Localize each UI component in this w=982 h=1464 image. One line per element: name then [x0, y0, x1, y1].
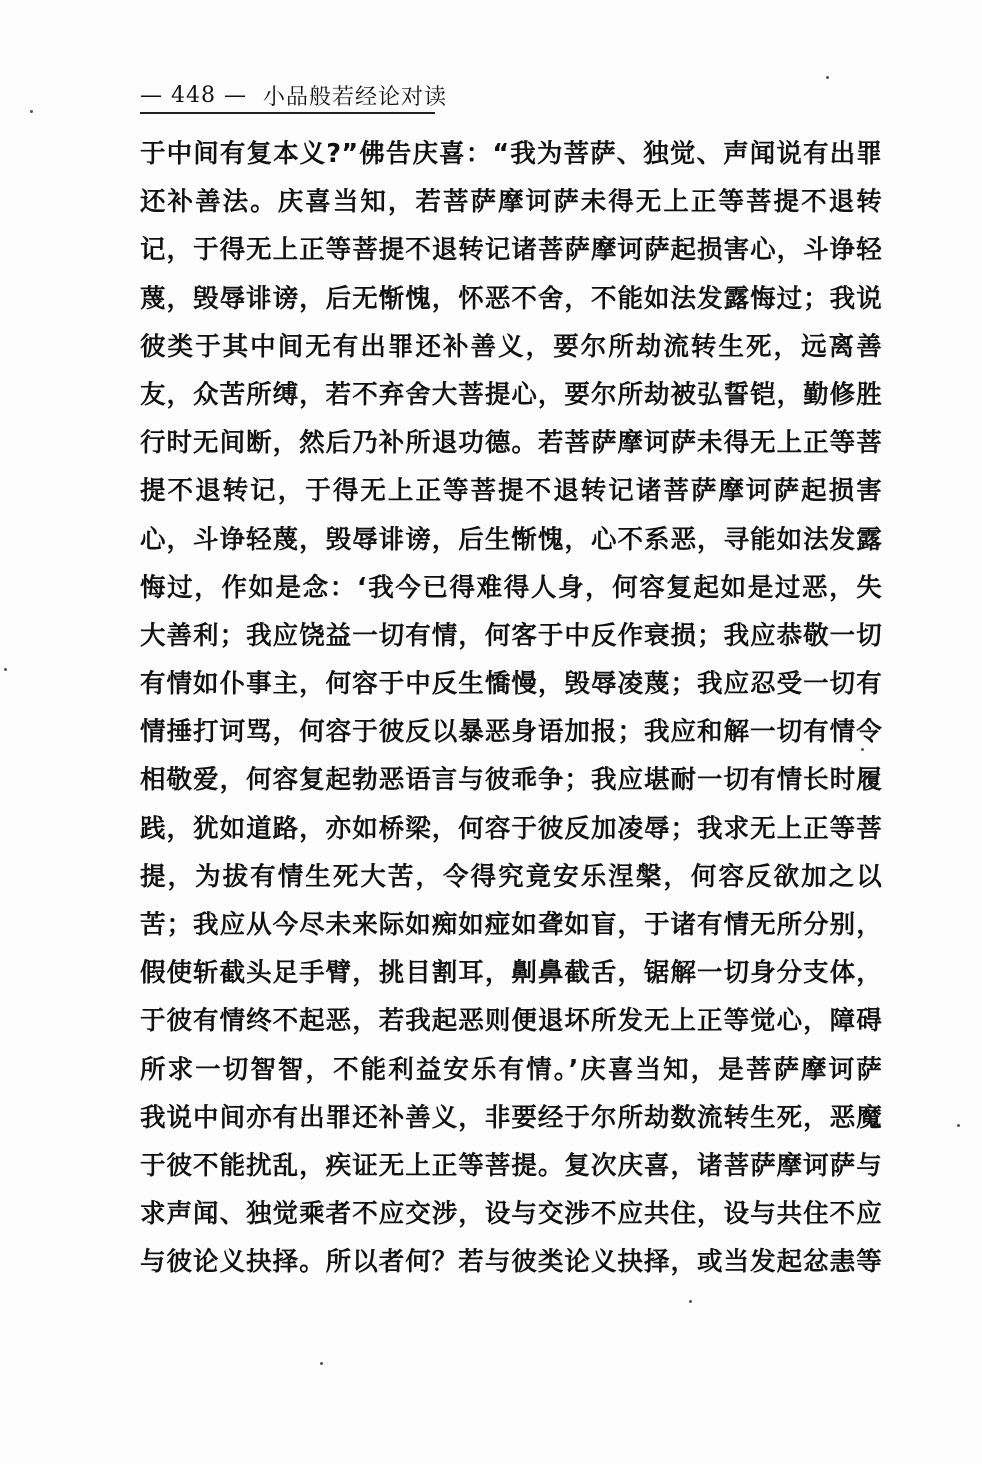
text-line: 记，于得无上正等菩提不退转记诸菩萨摩诃萨起损害心，斗诤轻 — [140, 235, 882, 266]
running-header — [140, 78, 447, 112]
text-line: 情捶打诃骂，何容于彼反以暴恶身语加报；我应和解一切有情令 — [140, 717, 882, 748]
header-rule — [140, 112, 435, 114]
page-number: — 448 — — [140, 82, 247, 108]
text-line: 有情如仆事主，何容于中反生憍慢，毁辱凌蔑；我应忍受一切有 — [140, 669, 882, 700]
scan-speck — [826, 76, 829, 79]
text-line: 悔过，作如是念：‘我今已得难得人身，何容复起如是过恶，失 — [140, 572, 882, 603]
text-line: 提，为拔有情生死大苦，令得究竟安乐涅槃，何容反欲加之以 — [140, 861, 882, 892]
text-line: 相敬爱，何容复起勃恶语言与彼乖争；我应堪耐一切有情长时履 — [140, 765, 882, 796]
text-line: 提不退转记，于得无上正等菩提不退转记诸菩萨摩诃萨起损害 — [140, 476, 882, 507]
text-line: 我说中间亦有出罪还补善义，非要经于尔所劫数流转生死，恶魔 — [140, 1102, 882, 1133]
text-line: 践，犹如道路，亦如桥梁，何容于彼反加凌辱；我求无上正等菩 — [140, 813, 882, 844]
scan-speck — [320, 1362, 323, 1365]
scan-speck — [4, 668, 7, 671]
text-line: 友，众苦所缚，若不弃舍大菩提心，要尔所劫被弘誓铠，勤修胜 — [140, 379, 882, 410]
text-line: 于彼有情终不起恶，若我起恶则便退坏所发无上正等觉心，障碍 — [140, 1006, 882, 1037]
text-line: 还补善法。庆喜当知，若菩萨摩诃萨未得无上正等菩提不退转 — [140, 187, 882, 218]
text-line: 彼类于其中间无有出罪还补善义，要尔所劫流转生死，远离善 — [140, 331, 882, 362]
scan-speck — [861, 748, 864, 751]
text-line: 所求一切智智，不能利益安乐有情。’庆喜当知，是菩萨摩诃萨 — [140, 1054, 882, 1085]
body-text — [140, 130, 882, 1287]
text-line: 于中间有复本义?”佛告庆喜：“我为菩萨、独觉、声闻说有出罪 — [140, 139, 882, 169]
text-line: 大善利；我应饶益一切有情，何客于中反作衰损；我应恭敬一切 — [140, 620, 882, 651]
scan-speck — [957, 1124, 960, 1127]
text-line: 苦；我应从今尽未来际如痴如痖如聋如盲，于诸有情无所分别， — [140, 910, 882, 940]
text-line: 行时无间断，然后乃补所退功德。若菩萨摩诃萨未得无上正等菩 — [140, 428, 882, 459]
scan-speck — [689, 1300, 692, 1303]
text-line: 假使斩截头足手臂，挑目割耳，劓鼻截舌，锯解一切身分支体， — [140, 958, 882, 989]
scan-speck — [30, 110, 33, 113]
book-title: 小品般若经论对读 — [262, 84, 447, 110]
text-line: 蔑，毁辱诽谤，后无惭愧，怀恶不舍，不能如法发露悔过；我说 — [140, 283, 882, 314]
text-line: 于彼不能扰乱，疾证无上正等菩提。复次庆喜，诸菩萨摩诃萨与 — [140, 1150, 882, 1181]
text-line: 求声闻、独觉乘者不应交涉，设与交涉不应共住，设与共住不应 — [140, 1199, 882, 1230]
text-line: 与彼论义抉择。所以者何？若与彼类论义抉择，或当发起忿恚等 — [140, 1247, 882, 1278]
text-line: 心，斗诤轻蔑，毁辱诽谤，后生惭愧，心不系恶，寻能如法发露 — [140, 524, 882, 555]
